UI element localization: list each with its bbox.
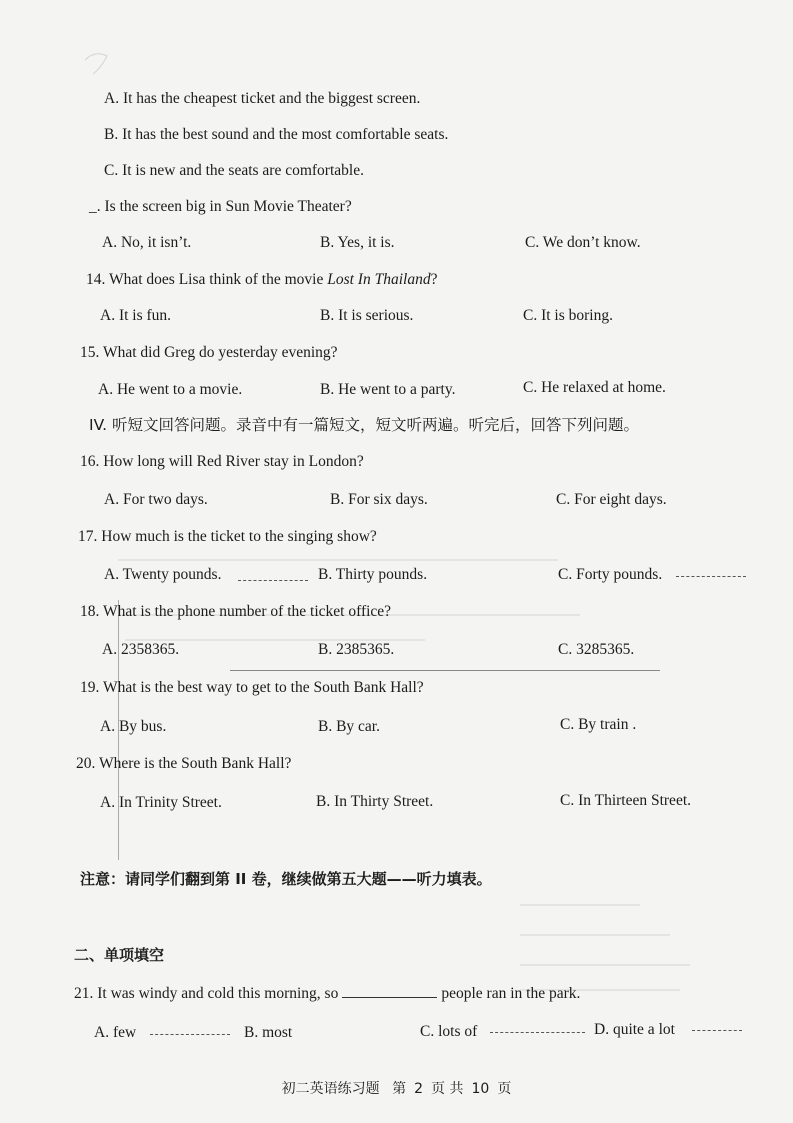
q19-option-c: C. By train . [560, 716, 637, 733]
q21-question-prefix: 21. It was windy and cold this morning, so [74, 985, 339, 1002]
q12-option-a: A. It has the cheapest ticket and the biggest screen. [104, 90, 421, 107]
q14-option-c: C. It is boring. [523, 307, 613, 324]
q13-question: _. Is the screen big in Sun Movie Theater? [89, 198, 352, 215]
q18-option-a: A. 2358365. [102, 641, 180, 658]
q18-scan-line [230, 670, 660, 671]
q19-option-b: B. By car. [318, 718, 380, 735]
footer-page-label-mid: 页 共 [431, 1081, 464, 1097]
q12-option-c: C. It is new and the seats are comfortable. [104, 162, 364, 179]
q20-option-c: C. In Thirteen Street. [560, 792, 692, 809]
q18-option-b: B. 2385365. [318, 641, 395, 658]
q16-question: 16. How long will Red River stay in London? [80, 453, 364, 470]
q17-option-b: B. Thirty pounds. [318, 566, 428, 583]
q15-option-a: A. He went to a movie. [98, 381, 243, 398]
q18-option-c: C. 3285365. [558, 641, 635, 658]
q13-option-b: B. Yes, it is. [320, 234, 395, 251]
q16-option-b: B. For six days. [330, 491, 428, 508]
q17-dash-line [238, 580, 308, 581]
q21-option-b: B. most [244, 1024, 293, 1041]
footer-title: 初二英语练习题 [281, 1081, 380, 1097]
q21-option-c: C. lots of [420, 1023, 478, 1040]
q18-question: 18. What is the phone number of the ticket office? [80, 603, 392, 620]
page-footer [0, 1078, 793, 1098]
notice-text: 注意：请同学们翻到第 II 卷，继续做第五大题——听力填表。 [80, 870, 492, 888]
footer-page-label-post: 页 [497, 1081, 512, 1097]
q14-movie-title: Lost In Thailand [327, 271, 431, 288]
q21-answer-blank [342, 983, 437, 998]
q14-question-suffix: ? [430, 271, 438, 288]
q20-option-a: A. In Trinity Street. [100, 794, 222, 811]
q17-dash-line [676, 576, 746, 577]
q13-option-c: C. We don’t know. [525, 234, 641, 251]
q21-dash-line [150, 1034, 230, 1035]
q19-option-a: A. By bus. [100, 718, 167, 735]
q20-option-b: B. In Thirty Street. [316, 793, 434, 810]
footer-page-total: 10 [471, 1081, 490, 1097]
q15-question: 15. What did Greg do yesterday evening? [80, 344, 338, 361]
q14-question-prefix: 14. What does Lisa think of the movie [86, 271, 328, 288]
q16-option-c: C. For eight days. [556, 491, 667, 508]
q16-option-a: A. For two days. [104, 491, 208, 508]
q12-option-b: B. It has the best sound and the most comfortable seats. [104, 126, 449, 143]
q17-option-a: A. Twenty pounds. [104, 566, 222, 583]
q17-option-c: C. Forty pounds. [558, 566, 663, 583]
q13-option-a: A. No, it isn’t. [102, 234, 192, 251]
q21-option-d: D. quite a lot [594, 1021, 675, 1038]
footer-page-label-pre: 第 [392, 1081, 407, 1097]
section-2-heading: 二、单项填空 [74, 946, 165, 964]
section-4-heading: IV. 听短文回答问题。录音中有一篇短文，短文听两遍。听完后，回答下列问题。 [89, 416, 640, 434]
q21-question-suffix: people ran in the park. [441, 985, 581, 1002]
q21-question [74, 983, 580, 1004]
q14-question [86, 270, 437, 290]
q15-option-b: B. He went to a party. [320, 381, 456, 398]
footer-page-number: 2 [414, 1081, 424, 1097]
q17-question: 17. How much is the ticket to the singing show? [78, 528, 377, 545]
q19-question: 19. What is the best way to get to the South Bank Hall? [80, 679, 424, 696]
q21-dash-line [692, 1030, 742, 1031]
q14-option-a: A. It is fun. [100, 307, 172, 324]
q14-option-b: B. It is serious. [320, 307, 414, 324]
q20-question: 20. Where is the South Bank Hall? [76, 755, 292, 772]
q21-option-a: A. few [94, 1024, 137, 1041]
q21-dash-line [490, 1032, 585, 1033]
q15-option-c: C. He relaxed at home. [523, 379, 666, 396]
